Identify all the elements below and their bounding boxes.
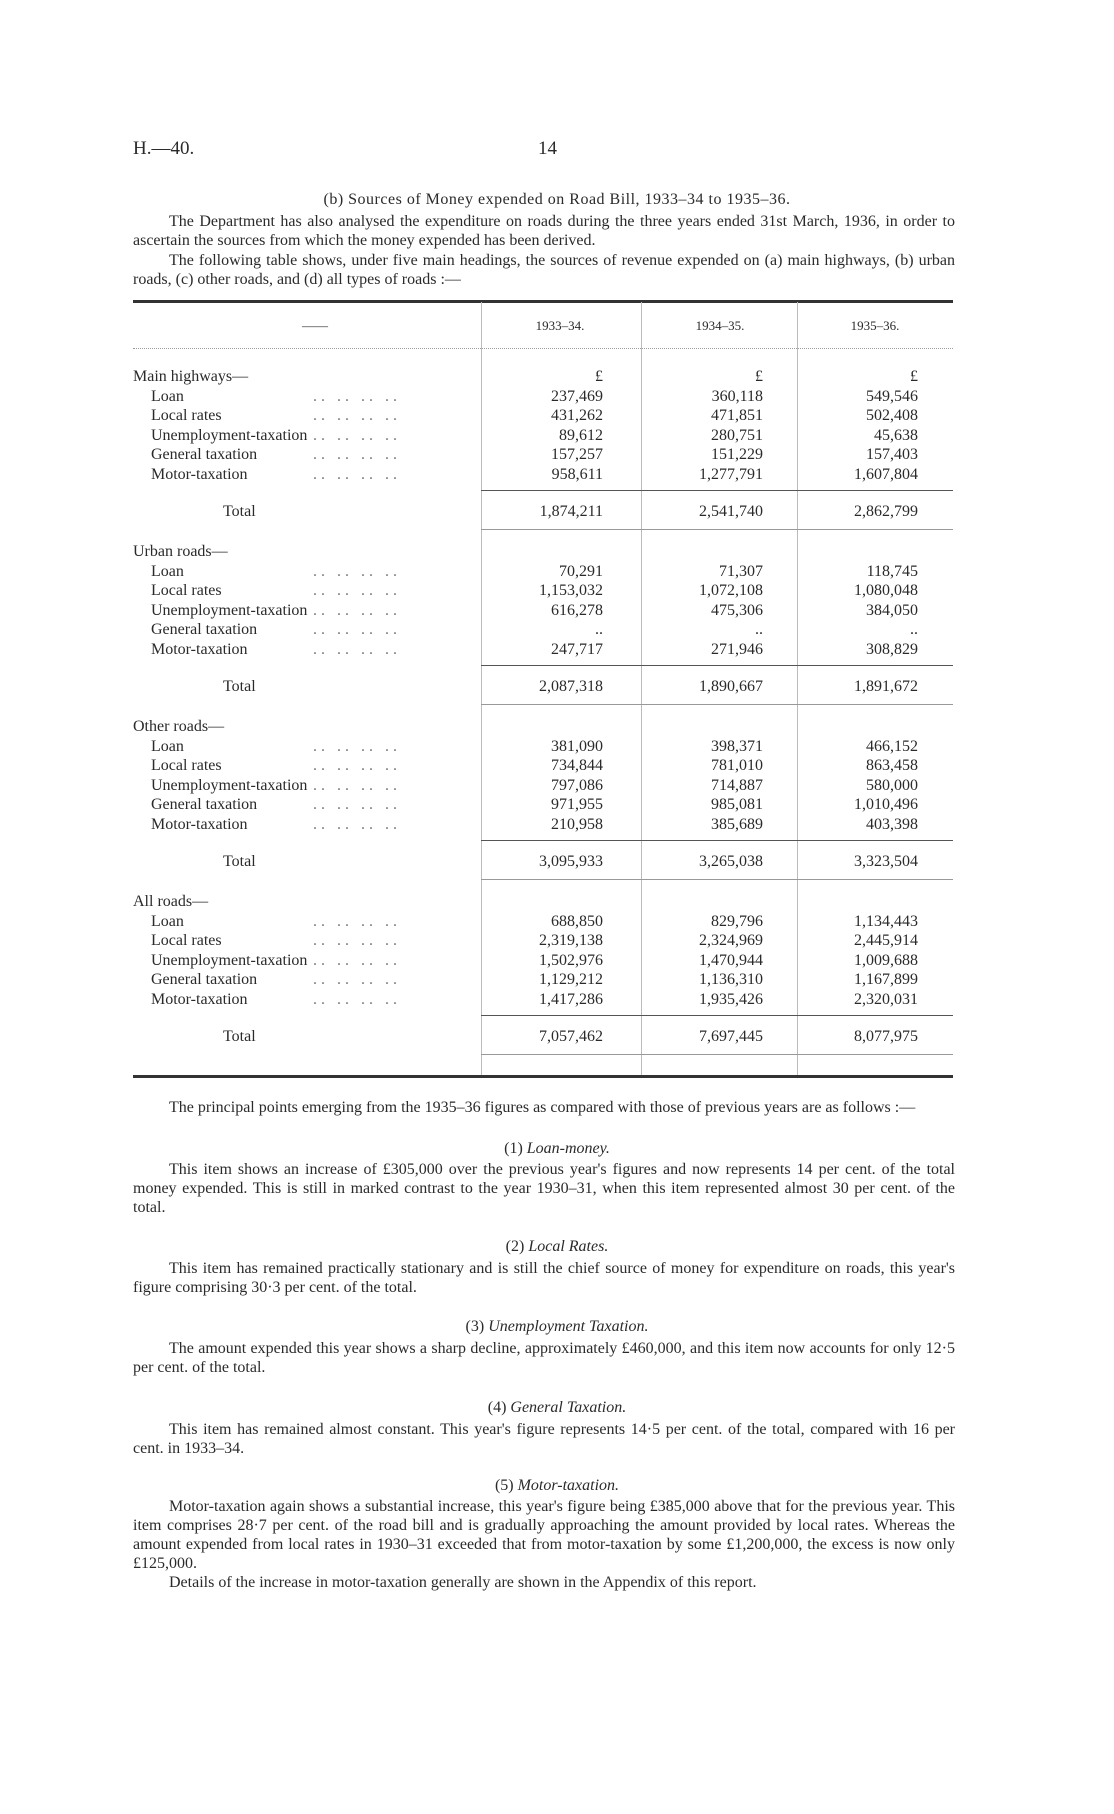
table-cell: .. [910, 621, 918, 638]
total-row [133, 1028, 953, 1048]
table-cell: 398,371 [711, 738, 763, 755]
total-under-rule [641, 879, 797, 880]
total-cell: 3,265,038 [699, 853, 763, 870]
total-under-rule [481, 879, 641, 880]
point-3-text: The amount expended this year shows a sharp decline, approximately £460,000, and this item now accounts for only 12·5 per cent. of the total. [133, 1340, 955, 1376]
point-1-heading: (1) Loan-money. [504, 1140, 610, 1157]
total-label: Total [223, 1028, 256, 1045]
table-row [133, 466, 953, 486]
table-cell: .. [755, 621, 763, 638]
section-title: (b) Sources of Money expended on Road Bill, 1933–34 to 1935–36. [323, 191, 791, 208]
leader-dots: .. .. .. .. [313, 621, 401, 638]
table-cell: 280,751 [711, 427, 763, 444]
row-label: General taxation [151, 971, 258, 988]
table-cell: 89,612 [559, 427, 603, 444]
table-cell: 1,009,688 [854, 952, 918, 969]
total-label: Total [223, 678, 256, 695]
row-label: Unemployment-taxation [151, 427, 308, 444]
point-2-text: This item has remained practically stationary and is still the chief source of money for expenditure on roads, this year's figure comprising 30·3 per cent. of the total. [133, 1260, 955, 1296]
group-title-row [133, 368, 953, 388]
row-label: Local rates [151, 407, 222, 424]
table-cell: 2,324,969 [699, 932, 763, 949]
total-under-rule [797, 704, 953, 705]
table-cell: 734,844 [551, 757, 603, 774]
page-header-ref: H.—40. [133, 138, 195, 159]
table-row [133, 757, 953, 777]
table-row [133, 796, 953, 816]
table-cell: 549,546 [866, 388, 918, 405]
row-label: Unemployment-taxation [151, 777, 308, 794]
total-rule [797, 490, 953, 491]
table-cell: 797,086 [551, 777, 603, 794]
total-cell: 7,697,445 [699, 1028, 763, 1045]
table-cell: 688,850 [551, 913, 603, 930]
table-cell: 1,167,899 [854, 971, 918, 988]
table-cell: 385,689 [711, 816, 763, 833]
total-rule [797, 665, 953, 666]
table-cell: 1,080,048 [854, 582, 918, 599]
total-under-rule [481, 529, 641, 530]
leader-dots: .. .. .. .. [313, 932, 401, 949]
table-cell: 1,129,212 [539, 971, 603, 988]
table-cell: 714,887 [711, 777, 763, 794]
table-cell: 971,955 [551, 796, 603, 813]
row-label: Loan [151, 738, 184, 755]
currency-unit: £ [755, 368, 763, 385]
currency-unit: £ [595, 368, 603, 385]
table-cell: 1,153,032 [539, 582, 603, 599]
table-cell: 247,717 [551, 641, 603, 658]
total-rule [797, 840, 953, 841]
table-row [133, 641, 953, 661]
total-under-rule [797, 529, 953, 530]
table-cell: 863,458 [866, 757, 918, 774]
table-cell: 157,257 [551, 446, 603, 463]
table-row [133, 427, 953, 447]
row-label: Loan [151, 388, 184, 405]
table-cell: 1,277,791 [699, 466, 763, 483]
intro-paragraph-2: The following table shows, under five main headings, the sources of revenue expended on (a) main highways, (b) urban roads, (c) other roads, and (d) all types of roads :— [133, 252, 955, 288]
table-bottom-rule [133, 1075, 953, 1078]
row-label: General taxation [151, 796, 258, 813]
total-cell: 7,057,462 [539, 1028, 603, 1045]
table-cell: 210,958 [551, 816, 603, 833]
row-label: Unemployment-taxation [151, 602, 308, 619]
total-rule [481, 665, 641, 666]
table-cell: 360,118 [711, 388, 763, 405]
group-title: Other roads— [133, 718, 225, 735]
table-row [133, 621, 953, 641]
table-cell: 271,946 [711, 641, 763, 658]
point-4-text: This item has remained almost constant. This year's figure represents 14·5 per cent. of the total, compared with 16 per cent. in 1933–34. [133, 1421, 955, 1457]
leader-dots: .. .. .. .. [313, 757, 401, 774]
leader-dots: .. .. .. .. [313, 446, 401, 463]
table-row [133, 446, 953, 466]
table-cell: 580,000 [866, 777, 918, 794]
leader-dots: .. .. .. .. [313, 602, 401, 619]
table-cell: 781,010 [711, 757, 763, 774]
table-cell: 475,306 [711, 602, 763, 619]
table-cell: 1,935,426 [699, 991, 763, 1008]
row-label: Local rates [151, 932, 222, 949]
row-label: General taxation [151, 621, 258, 638]
total-under-rule [641, 704, 797, 705]
table-cell: 118,745 [866, 563, 918, 580]
point-5-text: Motor-taxation again shows a substantial increase, this year's figure being £385,000 above that for the previous year. This item comprises 28·7 per cent. of the road bill and is gradually approaching the amount provided by local rates. Whereas the amount expended from local rates in 1930–31 exceeded that from motor-taxation by some £1,200,000, the excess is now only £125,000. [133, 1498, 955, 1572]
table-cell: 616,278 [551, 602, 603, 619]
group-title-row [133, 543, 953, 563]
total-cell: 1,874,211 [539, 503, 603, 520]
table-cell: 1,502,976 [539, 952, 603, 969]
table-cell: 2,445,914 [854, 932, 918, 949]
table-cell: 45,638 [874, 427, 918, 444]
table-cell: 829,796 [711, 913, 763, 930]
total-label: Total [223, 853, 256, 870]
leader-dots: .. .. .. .. [313, 971, 401, 988]
row-label: Unemployment-taxation [151, 952, 308, 969]
table-row [133, 932, 953, 952]
table-row [133, 738, 953, 758]
table-cell: 502,408 [866, 407, 918, 424]
table-cell: 1,136,310 [699, 971, 763, 988]
closing-paragraph: Details of the increase in motor-taxation generally are shown in the Appendix of this report. [169, 1574, 757, 1591]
total-cell: 2,087,318 [539, 678, 603, 695]
leader-dots: .. .. .. .. [313, 466, 401, 483]
table-row [133, 407, 953, 427]
group-title: Main highways— [133, 368, 249, 385]
after-table-paragraph: The principal points emerging from the 1935–36 figures as compared with those of previous years are as follows :— [169, 1099, 916, 1116]
row-label: Motor-taxation [151, 816, 248, 833]
point-4-heading: (4) General Taxation. [487, 1399, 627, 1416]
table-cell: 71,307 [719, 563, 763, 580]
total-cell: 3,323,504 [854, 853, 918, 870]
table-cell: .. [595, 621, 603, 638]
leader-dots: .. .. .. .. [313, 913, 401, 930]
total-rule [481, 840, 641, 841]
table-cell: 384,050 [866, 602, 918, 619]
column-header-1934-35: 1934–35. [695, 318, 745, 333]
leader-dots: .. .. .. .. [313, 388, 401, 405]
table-cell: 2,319,138 [539, 932, 603, 949]
row-label: Local rates [151, 757, 222, 774]
row-label: Motor-taxation [151, 991, 248, 1008]
table-cell: 466,152 [866, 738, 918, 755]
leader-dots: .. .. .. .. [313, 641, 401, 658]
table-cell: 1,010,496 [854, 796, 918, 813]
table-row [133, 816, 953, 836]
total-cell: 1,891,672 [854, 678, 918, 695]
total-label: Total [223, 503, 256, 520]
point-5-heading: (5) Motor-taxation. [494, 1477, 620, 1494]
table-row [133, 952, 953, 972]
total-under-rule [641, 1054, 797, 1055]
leader-dots: .. .. .. .. [313, 816, 401, 833]
table-cell: 431,262 [551, 407, 603, 424]
total-rule [641, 840, 797, 841]
table-cell: 151,229 [711, 446, 763, 463]
table-cell: 157,403 [866, 446, 918, 463]
table-cell: 985,081 [711, 796, 763, 813]
row-label: Loan [151, 913, 184, 930]
total-row [133, 503, 953, 523]
table-cell: 1,607,804 [854, 466, 918, 483]
total-rule [481, 490, 641, 491]
table-cell: 958,611 [551, 466, 603, 483]
total-under-rule [481, 704, 641, 705]
table-cell: 1,470,944 [699, 952, 763, 969]
point-3-heading: (3) Unemployment Taxation. [465, 1318, 649, 1335]
group-title-row [133, 718, 953, 738]
table-cell: 70,291 [559, 563, 603, 580]
leader-dots: .. .. .. .. [313, 777, 401, 794]
total-cell: 2,541,740 [699, 503, 763, 520]
leader-dots: .. .. .. .. [313, 738, 401, 755]
group-title: Urban roads— [133, 543, 228, 560]
table-cell: 471,851 [711, 407, 763, 424]
group-title: All roads— [133, 893, 209, 910]
total-row [133, 678, 953, 698]
currency-unit: £ [910, 368, 918, 385]
row-label: Local rates [151, 582, 222, 599]
table-row [133, 777, 953, 797]
intro-paragraph-1: The Department has also analysed the expenditure on roads during the three years ended 31st March, 1936, in order to ascertain the sources from which the money expended has been derived. [133, 213, 955, 249]
total-cell: 3,095,933 [539, 853, 603, 870]
row-label: Loan [151, 563, 184, 580]
table-cell: 237,469 [551, 388, 603, 405]
leader-dots: .. .. .. .. [313, 991, 401, 1008]
table-corner-label: —— [302, 318, 328, 333]
table-row [133, 563, 953, 583]
total-rule [481, 1015, 641, 1016]
total-row [133, 853, 953, 873]
leader-dots: .. .. .. .. [313, 563, 401, 580]
table-row [133, 602, 953, 622]
leader-dots: .. .. .. .. [313, 796, 401, 813]
page-number: 14 [538, 138, 557, 159]
leader-dots: .. .. .. .. [313, 582, 401, 599]
total-rule [797, 1015, 953, 1016]
row-label: Motor-taxation [151, 641, 248, 658]
table-row [133, 913, 953, 933]
table-cell: 1,134,443 [854, 913, 918, 930]
total-under-rule [797, 1054, 953, 1055]
table-cell: 1,417,286 [539, 991, 603, 1008]
total-rule [641, 1015, 797, 1016]
table-row [133, 388, 953, 408]
table-row [133, 971, 953, 991]
point-2-heading: (2) Local Rates. [505, 1238, 609, 1255]
point-1-text: This item shows an increase of £305,000 over the previous year's figures and now represents 14 per cent. of the total money expended. This is still in marked contrast to the year 1930–31, when this item represented almost 30 per cent. of the total. [133, 1161, 955, 1216]
table-cell: 403,398 [866, 816, 918, 833]
total-under-rule [481, 1054, 641, 1055]
column-header-1935-36: 1935–36. [850, 318, 900, 333]
total-rule [641, 665, 797, 666]
row-label: General taxation [151, 446, 258, 463]
total-rule [641, 490, 797, 491]
table-cell: 308,829 [866, 641, 918, 658]
column-header-1933-34: 1933–34. [535, 318, 585, 333]
table-cell: 1,072,108 [699, 582, 763, 599]
table-cell: 381,090 [551, 738, 603, 755]
table-cell: 2,320,031 [854, 991, 918, 1008]
total-under-rule [641, 529, 797, 530]
total-cell: 1,890,667 [699, 678, 763, 695]
table-row [133, 991, 953, 1011]
total-under-rule [797, 879, 953, 880]
group-title-row [133, 893, 953, 913]
leader-dots: .. .. .. .. [313, 407, 401, 424]
leader-dots: .. .. .. .. [313, 427, 401, 444]
table-row [133, 582, 953, 602]
leader-dots: .. .. .. .. [313, 952, 401, 969]
row-label: Motor-taxation [151, 466, 248, 483]
total-cell: 8,077,975 [854, 1028, 918, 1045]
total-cell: 2,862,799 [854, 503, 918, 520]
